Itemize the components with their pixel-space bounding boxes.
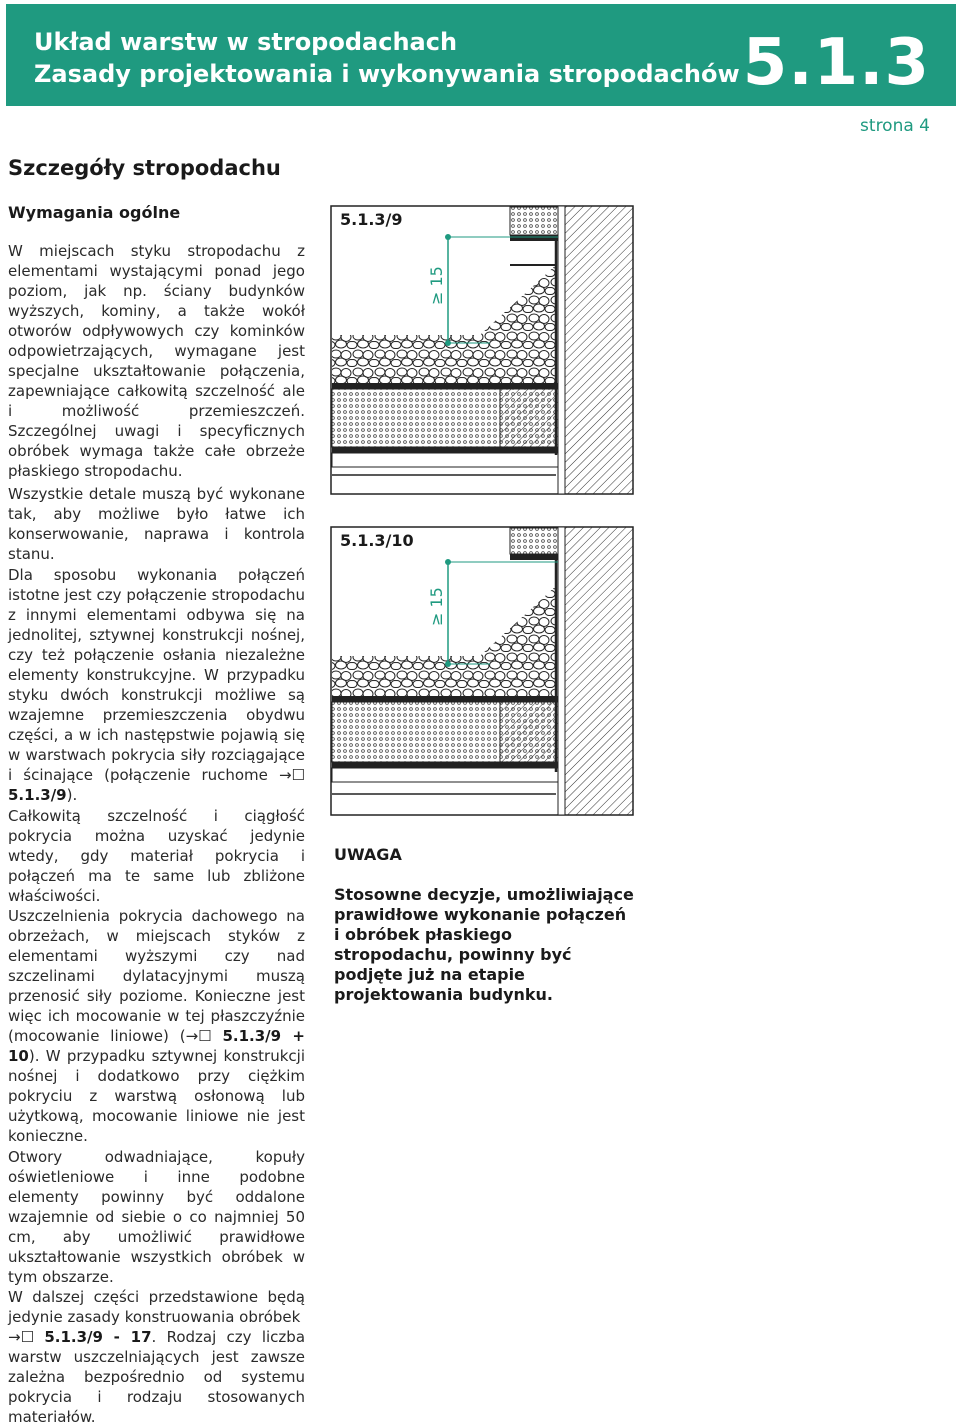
section-number: 5.1.3 <box>742 26 930 100</box>
note-text: Stosowne decyzje, umożliwiające prawidłowe wykonanie połączeń i obróbek płaskiego stropodachu, powinny być podjęte już na etapie projektowania budynku. <box>334 885 634 1004</box>
paragraph-6 <box>8 1147 305 1287</box>
paragraph-1 <box>8 241 305 481</box>
paragraph-7-end: . Rodzaj czy liczba warstw uszczelniających jest zawsze zależna bezpośrednio od systemu pokrycia i rodzaju stosowanych materiałów. <box>8 1328 306 1426</box>
figure-1-label: 5.1.3/9 <box>340 210 403 229</box>
paragraph-7-body: W dalszej części przedstawione będą jedynie zasady konstruowania obróbek <box>8 1288 305 1326</box>
figure-reference: 5.1.3/9 - 17 <box>44 1328 152 1346</box>
paragraph-2 <box>8 484 305 564</box>
figure-2-label: 5.1.3/10 <box>340 531 414 550</box>
paragraph-3-end: ). <box>66 786 78 804</box>
paragraph-5-body: Uszczelnienia pokrycia dachowego na obrzeżach, w miejscach styków z elementami wyższymi czy nad szczelinami dylatacyjnymi muszą przenosić siły poziome. Konieczne jest więc ich mocowanie w tej płaszczyźnie (mocowanie liniowe) ( <box>8 907 305 1045</box>
note-title: UWAGA <box>334 845 402 864</box>
paragraph-5-end: ). W przypadku sztywnej konstrukcji nośnej i dodatkowo przy ciężkim pokryciu z warstwą osłonową lub użytkową, mocowanie liniowe nie jest konieczne. <box>8 1047 305 1145</box>
paragraph-2-text: Wszystkie detale muszą być wykonane tak, aby możliwe było łatwe ich konserwowanie, naprawa i kontrola stanu. <box>8 485 305 563</box>
dimension-label-1: ≥ 15 <box>427 266 446 305</box>
header-title-line1: Układ warstw w stropodachach <box>34 28 458 56</box>
header-title-line2: Zasady projektowania i wykonywania stropodachów <box>34 60 740 88</box>
dimension-label-2: ≥ 15 <box>427 587 446 626</box>
reference-arrow-icon: →☐ <box>185 1027 212 1045</box>
paragraph-7-text <box>8 1287 305 1427</box>
subheading: Wymagania ogólne <box>8 203 181 222</box>
roof-detail-drawing-2 <box>330 526 635 818</box>
paragraph-6-text: Otwory odwadniające, kopuły oświetleniowe i inne podobne elementy powinny być oddalone wzajemnie od siebie o co najmniej 50 cm, aby umożliwić prawidłowe ukształtowanie wszystkich obróbek w tym obszarze. <box>8 1148 305 1286</box>
paragraph-4 <box>8 806 305 906</box>
section-title: Szczegóły stropodachu <box>8 156 281 180</box>
paragraph-4-text: Całkowitą szczelność i ciągłość pokrycia można uzyskać jedynie wtedy, gdy materiał pokrycia i połączeń ma te same lub zbliżone właściwości. <box>8 807 305 905</box>
reference-arrow-icon: →☐ <box>8 1328 35 1346</box>
roof-detail-drawing-1 <box>330 205 635 497</box>
page-header <box>6 4 956 106</box>
reference-arrow-icon: →☐ <box>278 766 305 784</box>
paragraph-3 <box>8 565 305 805</box>
paragraph-3-text <box>8 565 305 805</box>
paragraph-7 <box>8 1287 305 1427</box>
paragraph-3-body: Dla sposobu wykonania połączeń istotne jest czy połączenie stropodachu z innymi elementami odbywa się na jednolitej, sztywnej konstrukcji nośnej, czy też połączenie osłania niezależne elementy konstrukcyjne. W przypadku styku dwóch konstrukcji możliwe są wzajemne przemieszczenia obydwu części, a w ich następstwie pojawią się w warstwach pokrycia siły rozciągające i ścinające (połączenie ruchome <box>8 566 305 784</box>
paragraph-1-text: W miejscach styku stropodachu z elementami wystającymi ponad jego poziom, jak np. ściany budynków wyższych, kominy, a także wokół otworów odpływowych czy kominków odpowietrzających, wymagane jest specjalne ukształtowanie połączenia, zapewniające całkowitą szczelność ale i możliwość przemieszczeń. Szczególnej uwagi i specyficznych obróbek wymaga także całe obrzeże płaskiego stropodachu. <box>8 242 305 480</box>
paragraph-5-text <box>8 906 305 1146</box>
page-number: strona 4 <box>860 116 930 136</box>
figure-reference: 5.1.3/9 <box>8 786 67 804</box>
paragraph-5 <box>8 906 305 1146</box>
figure-reference: 5.1.3/9 + 10 <box>8 1027 305 1065</box>
